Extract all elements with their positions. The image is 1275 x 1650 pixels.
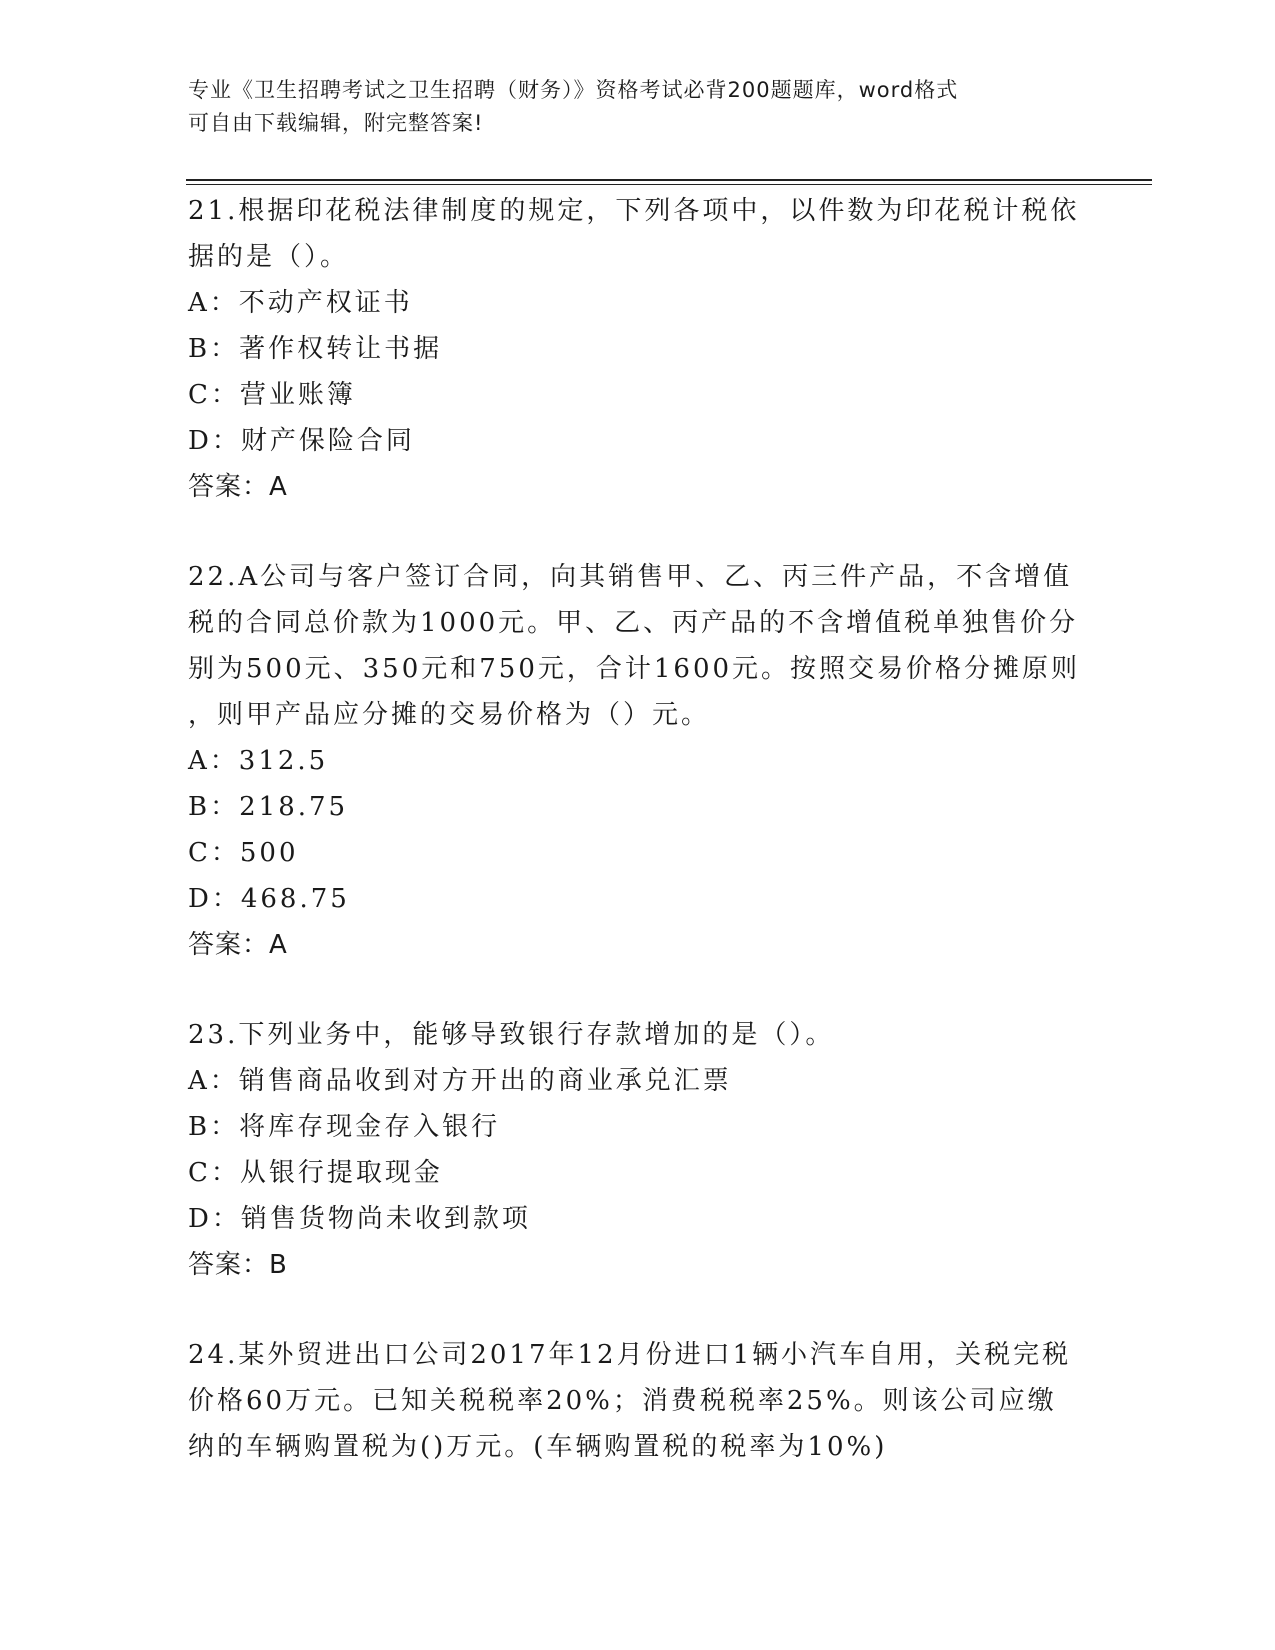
question-stem: ，则甲产品应分摊的交易价格为（）元。: [188, 700, 711, 730]
question-stem: 别为500元、350元和750元，合计1600元。按照交易价格分摊原则: [188, 654, 1081, 684]
question-23: [188, 1012, 1088, 1288]
header-line: 专业《卫生招聘考试之卫生招聘（财务）》资格考试必背200题题库，word格式: [188, 78, 959, 102]
question-stem: 价格60万元。已知关税税率20%；消费税税率25%。则该公司应缴: [188, 1386, 1057, 1416]
option-c: C：营业账簿: [188, 380, 356, 410]
question-24: [188, 1332, 1088, 1470]
question-stem: 21.根据印花税法律制度的规定，下列各项中，以件数为印花税计税依: [188, 196, 1080, 226]
option-c: C：500: [188, 838, 299, 868]
question-22: [188, 554, 1088, 968]
header-divider: [186, 179, 1152, 181]
option-a: A：312.5: [188, 746, 329, 776]
header-line: 可自由下载编辑，附完整答案!: [188, 111, 484, 135]
option-a: A：不动产权证书: [188, 288, 413, 318]
answer: 答案：A: [188, 930, 288, 960]
option-b: B：218.75: [188, 792, 349, 822]
header-divider-thin: [186, 184, 1152, 185]
question-stem: 据的是（）。: [188, 242, 350, 272]
page-header: [188, 74, 1068, 140]
option-d: D：财产保险合同: [188, 426, 415, 456]
option-c: C：从银行提取现金: [188, 1158, 443, 1188]
option-d: D：销售货物尚未收到款项: [188, 1204, 531, 1234]
spacer: [188, 968, 1088, 1012]
question-stem: 23.下列业务中，能够导致银行存款增加的是（）。: [188, 1020, 835, 1050]
question-stem: 24.某外贸进出口公司2017年12月份进口1辆小汽车自用，关税完税: [188, 1340, 1072, 1370]
spacer: [188, 510, 1088, 554]
option-a: A：销售商品收到对方开出的商业承兑汇票: [188, 1066, 732, 1096]
option-b: B：著作权转让书据: [188, 334, 443, 364]
option-b: B：将库存现金存入银行: [188, 1112, 501, 1142]
question-stem: 税的合同总价款为1000元。甲、乙、丙产品的不含增值税单独售价分: [188, 608, 1079, 638]
question-list: [188, 188, 1088, 1470]
option-d: D：468.75: [188, 884, 350, 914]
question-stem: 纳的车辆购置税为()万元。(车辆购置税的税率为10%): [188, 1432, 888, 1462]
question-stem: 22.A公司与客户签订合同，向其销售甲、乙、丙三件产品，不含增值: [188, 562, 1073, 592]
answer: 答案：B: [188, 1250, 288, 1280]
question-21: [188, 188, 1088, 510]
answer: 答案：A: [188, 472, 288, 502]
spacer: [188, 1288, 1088, 1332]
